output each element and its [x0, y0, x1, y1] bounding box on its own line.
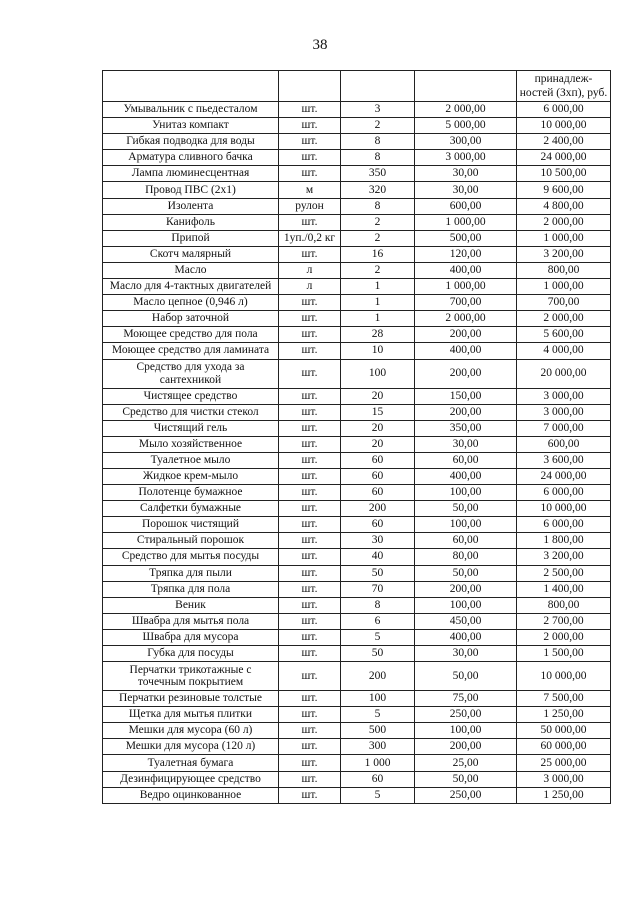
- row-price-cell: 120,00: [415, 246, 517, 262]
- row-total-cell: 600,00: [517, 436, 611, 452]
- row-price-cell: 350,00: [415, 420, 517, 436]
- row-unit-cell: шт.: [279, 468, 341, 484]
- row-unit-cell: л: [279, 262, 341, 278]
- table-row: [103, 646, 611, 662]
- row-price-cell: 450,00: [415, 613, 517, 629]
- row-price-cell: 50,00: [415, 662, 517, 691]
- row-qty-cell: 20: [341, 388, 415, 404]
- table-row: [103, 230, 611, 246]
- row-qty-cell: 5: [341, 629, 415, 645]
- row-unit-cell: л: [279, 279, 341, 295]
- row-unit-cell: шт.: [279, 565, 341, 581]
- table-row: [103, 359, 611, 388]
- row-price-cell: 50,00: [415, 771, 517, 787]
- row-total-cell: 2 000,00: [517, 311, 611, 327]
- table-row: [103, 501, 611, 517]
- row-name-cell: Губка для посуды: [103, 646, 279, 662]
- row-name-cell: Швабра для мытья пола: [103, 613, 279, 629]
- row-total-cell: 4 000,00: [517, 343, 611, 359]
- row-price-cell: 200,00: [415, 581, 517, 597]
- row-price-cell: 400,00: [415, 343, 517, 359]
- row-name-cell: Умывальник с пьедесталом: [103, 102, 279, 118]
- row-unit-cell: шт.: [279, 501, 341, 517]
- row-unit-cell: шт.: [279, 533, 341, 549]
- row-qty-cell: 8: [341, 198, 415, 214]
- table-row: [103, 581, 611, 597]
- row-unit-cell: шт.: [279, 646, 341, 662]
- row-price-cell: 3 000,00: [415, 150, 517, 166]
- row-total-cell: 3 200,00: [517, 246, 611, 262]
- header-cell-total: принадлеж-ностей (Зхп), руб.: [517, 71, 611, 102]
- table-row: [103, 262, 611, 278]
- row-name-cell: Тряпка для пола: [103, 581, 279, 597]
- row-unit-cell: шт.: [279, 517, 341, 533]
- row-price-cell: 30,00: [415, 646, 517, 662]
- row-qty-cell: 2: [341, 262, 415, 278]
- row-total-cell: 2 500,00: [517, 565, 611, 581]
- row-unit-cell: шт.: [279, 739, 341, 755]
- table-row: [103, 118, 611, 134]
- row-name-cell: Салфетки бумажные: [103, 501, 279, 517]
- row-qty-cell: 1 000: [341, 755, 415, 771]
- row-name-cell: Ведро оцинкованное: [103, 787, 279, 803]
- row-qty-cell: 8: [341, 150, 415, 166]
- row-unit-cell: шт.: [279, 485, 341, 501]
- row-qty-cell: 6: [341, 613, 415, 629]
- row-qty-cell: 60: [341, 517, 415, 533]
- row-total-cell: 3 000,00: [517, 404, 611, 420]
- header-cell-name: [103, 71, 279, 102]
- row-total-cell: 1 000,00: [517, 230, 611, 246]
- row-total-cell: 3 200,00: [517, 549, 611, 565]
- row-name-cell: Средство для мытья посуды: [103, 549, 279, 565]
- row-name-cell: Моющее средство для ламината: [103, 343, 279, 359]
- page-number: 38: [312, 37, 328, 53]
- row-name-cell: Провод ПВС (2х1): [103, 182, 279, 198]
- row-total-cell: 5 600,00: [517, 327, 611, 343]
- row-name-cell: Дезинфицирующее средство: [103, 771, 279, 787]
- table-row: [103, 150, 611, 166]
- row-price-cell: 150,00: [415, 388, 517, 404]
- row-unit-cell: шт.: [279, 388, 341, 404]
- row-qty-cell: 60: [341, 452, 415, 468]
- row-unit-cell: шт.: [279, 549, 341, 565]
- row-unit-cell: шт.: [279, 359, 341, 388]
- table-row: [103, 311, 611, 327]
- row-qty-cell: 320: [341, 182, 415, 198]
- table-row: [103, 214, 611, 230]
- row-unit-cell: 1уп./0,2 кг: [279, 230, 341, 246]
- row-qty-cell: 20: [341, 420, 415, 436]
- row-qty-cell: 16: [341, 246, 415, 262]
- row-qty-cell: 100: [341, 359, 415, 388]
- row-qty-cell: 10: [341, 343, 415, 359]
- row-unit-cell: шт.: [279, 771, 341, 787]
- row-name-cell: Припой: [103, 230, 279, 246]
- row-unit-cell: шт.: [279, 118, 341, 134]
- row-total-cell: 3 600,00: [517, 452, 611, 468]
- row-name-cell: Гибкая подводка для воды: [103, 134, 279, 150]
- row-price-cell: 400,00: [415, 262, 517, 278]
- table-row: [103, 691, 611, 707]
- row-price-cell: 100,00: [415, 597, 517, 613]
- row-qty-cell: 1: [341, 295, 415, 311]
- table-row: [103, 662, 611, 691]
- row-qty-cell: 50: [341, 565, 415, 581]
- row-price-cell: 100,00: [415, 517, 517, 533]
- row-unit-cell: шт.: [279, 691, 341, 707]
- row-qty-cell: 5: [341, 707, 415, 723]
- row-price-cell: 400,00: [415, 468, 517, 484]
- row-name-cell: Средство для ухода за сантехникой: [103, 359, 279, 388]
- row-name-cell: Моющее средство для пола: [103, 327, 279, 343]
- row-unit-cell: рулон: [279, 198, 341, 214]
- table-row: [103, 388, 611, 404]
- row-price-cell: 1 000,00: [415, 214, 517, 230]
- row-unit-cell: шт.: [279, 723, 341, 739]
- header-cell-unit: [279, 71, 341, 102]
- row-price-cell: 200,00: [415, 327, 517, 343]
- row-total-cell: 25 000,00: [517, 755, 611, 771]
- row-qty-cell: 60: [341, 468, 415, 484]
- table-row: [103, 420, 611, 436]
- row-total-cell: 9 600,00: [517, 182, 611, 198]
- row-name-cell: Масло для 4-тактных двигателей: [103, 279, 279, 295]
- row-unit-cell: шт.: [279, 134, 341, 150]
- row-price-cell: 30,00: [415, 436, 517, 452]
- row-price-cell: 200,00: [415, 404, 517, 420]
- row-price-cell: 30,00: [415, 166, 517, 182]
- price-table: [102, 70, 611, 804]
- row-price-cell: 75,00: [415, 691, 517, 707]
- row-unit-cell: шт.: [279, 613, 341, 629]
- row-price-cell: 700,00: [415, 295, 517, 311]
- row-total-cell: 10 000,00: [517, 118, 611, 134]
- table-row: [103, 246, 611, 262]
- row-name-cell: Чистящее средство: [103, 388, 279, 404]
- table-row: [103, 597, 611, 613]
- row-name-cell: Арматура сливного бачка: [103, 150, 279, 166]
- table-row: [103, 134, 611, 150]
- row-price-cell: 25,00: [415, 755, 517, 771]
- row-total-cell: 2 400,00: [517, 134, 611, 150]
- row-name-cell: Чистящий гель: [103, 420, 279, 436]
- row-name-cell: Мешки для мусора (120 л): [103, 739, 279, 755]
- row-name-cell: Средство для чистки стекол: [103, 404, 279, 420]
- table-row: [103, 102, 611, 118]
- row-qty-cell: 40: [341, 549, 415, 565]
- row-total-cell: 10 500,00: [517, 166, 611, 182]
- row-qty-cell: 60: [341, 771, 415, 787]
- row-price-cell: 100,00: [415, 723, 517, 739]
- row-total-cell: 10 000,00: [517, 501, 611, 517]
- row-total-cell: 3 000,00: [517, 771, 611, 787]
- table-row: [103, 629, 611, 645]
- row-total-cell: 1 250,00: [517, 787, 611, 803]
- row-unit-cell: шт.: [279, 581, 341, 597]
- row-qty-cell: 200: [341, 662, 415, 691]
- row-price-cell: 200,00: [415, 359, 517, 388]
- row-unit-cell: шт.: [279, 420, 341, 436]
- row-name-cell: Туалетная бумага: [103, 755, 279, 771]
- row-name-cell: Туалетное мыло: [103, 452, 279, 468]
- table-row: [103, 279, 611, 295]
- row-price-cell: 100,00: [415, 485, 517, 501]
- row-unit-cell: шт.: [279, 662, 341, 691]
- row-qty-cell: 15: [341, 404, 415, 420]
- row-unit-cell: шт.: [279, 707, 341, 723]
- table-row: [103, 517, 611, 533]
- row-price-cell: 1 000,00: [415, 279, 517, 295]
- row-price-cell: 600,00: [415, 198, 517, 214]
- row-price-cell: 250,00: [415, 787, 517, 803]
- row-total-cell: 1 000,00: [517, 279, 611, 295]
- row-name-cell: Канифоль: [103, 214, 279, 230]
- row-unit-cell: шт.: [279, 755, 341, 771]
- row-total-cell: 7 000,00: [517, 420, 611, 436]
- row-total-cell: 800,00: [517, 262, 611, 278]
- row-qty-cell: 300: [341, 739, 415, 755]
- row-qty-cell: 8: [341, 597, 415, 613]
- row-price-cell: 200,00: [415, 739, 517, 755]
- row-name-cell: Веник: [103, 597, 279, 613]
- table-row: [103, 485, 611, 501]
- row-qty-cell: 60: [341, 485, 415, 501]
- row-total-cell: 3 000,00: [517, 388, 611, 404]
- table-row: [103, 404, 611, 420]
- row-total-cell: 1 800,00: [517, 533, 611, 549]
- table-row: [103, 739, 611, 755]
- table-row: [103, 613, 611, 629]
- row-total-cell: 800,00: [517, 597, 611, 613]
- row-total-cell: 6 000,00: [517, 102, 611, 118]
- row-name-cell: Швабра для мусора: [103, 629, 279, 645]
- row-name-cell: Полотенце бумажное: [103, 485, 279, 501]
- table-row: [103, 707, 611, 723]
- row-total-cell: 1 400,00: [517, 581, 611, 597]
- row-total-cell: 2 000,00: [517, 214, 611, 230]
- row-qty-cell: 200: [341, 501, 415, 517]
- row-qty-cell: 3: [341, 102, 415, 118]
- row-name-cell: Масло цепное (0,946 л): [103, 295, 279, 311]
- row-unit-cell: шт.: [279, 311, 341, 327]
- table-row: [103, 166, 611, 182]
- row-total-cell: 6 000,00: [517, 485, 611, 501]
- row-price-cell: 60,00: [415, 452, 517, 468]
- row-unit-cell: шт.: [279, 214, 341, 230]
- table-row: [103, 468, 611, 484]
- table-row: [103, 771, 611, 787]
- row-qty-cell: 30: [341, 533, 415, 549]
- table-row: [103, 533, 611, 549]
- row-total-cell: 60 000,00: [517, 739, 611, 755]
- table-row: [103, 182, 611, 198]
- table-row: [103, 755, 611, 771]
- row-total-cell: 2 000,00: [517, 629, 611, 645]
- row-total-cell: 6 000,00: [517, 517, 611, 533]
- row-qty-cell: 100: [341, 691, 415, 707]
- row-total-cell: 1 500,00: [517, 646, 611, 662]
- row-qty-cell: 500: [341, 723, 415, 739]
- row-unit-cell: шт.: [279, 295, 341, 311]
- row-price-cell: 5 000,00: [415, 118, 517, 134]
- row-qty-cell: 2: [341, 118, 415, 134]
- row-unit-cell: шт.: [279, 102, 341, 118]
- row-total-cell: 2 700,00: [517, 613, 611, 629]
- row-price-cell: 500,00: [415, 230, 517, 246]
- row-total-cell: 1 250,00: [517, 707, 611, 723]
- row-name-cell: Порошок чистящий: [103, 517, 279, 533]
- row-unit-cell: шт.: [279, 166, 341, 182]
- row-unit-cell: шт.: [279, 629, 341, 645]
- row-qty-cell: 1: [341, 279, 415, 295]
- row-name-cell: Лампа люминесцентная: [103, 166, 279, 182]
- row-name-cell: Мыло хозяйственное: [103, 436, 279, 452]
- row-qty-cell: 5: [341, 787, 415, 803]
- row-qty-cell: 28: [341, 327, 415, 343]
- row-price-cell: 50,00: [415, 565, 517, 581]
- row-name-cell: Унитаз компакт: [103, 118, 279, 134]
- table-row: [103, 565, 611, 581]
- row-total-cell: 4 800,00: [517, 198, 611, 214]
- row-qty-cell: 2: [341, 214, 415, 230]
- table-row: [103, 723, 611, 739]
- row-qty-cell: 20: [341, 436, 415, 452]
- row-total-cell: 50 000,00: [517, 723, 611, 739]
- row-qty-cell: 50: [341, 646, 415, 662]
- row-total-cell: 24 000,00: [517, 150, 611, 166]
- table-header-row: [103, 71, 611, 102]
- row-name-cell: Перчатки трикотажные с точечным покрытием: [103, 662, 279, 691]
- row-total-cell: 24 000,00: [517, 468, 611, 484]
- row-name-cell: Стиральный порошок: [103, 533, 279, 549]
- row-unit-cell: шт.: [279, 150, 341, 166]
- row-unit-cell: шт.: [279, 597, 341, 613]
- row-price-cell: 30,00: [415, 182, 517, 198]
- header-cell-qty: [341, 71, 415, 102]
- row-price-cell: 400,00: [415, 629, 517, 645]
- row-name-cell: Жидкое крем-мыло: [103, 468, 279, 484]
- table-row: [103, 343, 611, 359]
- table-row: [103, 295, 611, 311]
- row-name-cell: Мешки для мусора (60 л): [103, 723, 279, 739]
- row-qty-cell: 2: [341, 230, 415, 246]
- row-unit-cell: шт.: [279, 327, 341, 343]
- table-row: [103, 436, 611, 452]
- row-total-cell: 20 000,00: [517, 359, 611, 388]
- row-price-cell: 60,00: [415, 533, 517, 549]
- row-unit-cell: шт.: [279, 436, 341, 452]
- table-row: [103, 452, 611, 468]
- table-row: [103, 549, 611, 565]
- row-unit-cell: шт.: [279, 787, 341, 803]
- row-qty-cell: 8: [341, 134, 415, 150]
- row-name-cell: Изолента: [103, 198, 279, 214]
- row-name-cell: Тряпка для пыли: [103, 565, 279, 581]
- row-name-cell: Масло: [103, 262, 279, 278]
- row-name-cell: Перчатки резиновые толстые: [103, 691, 279, 707]
- row-qty-cell: 70: [341, 581, 415, 597]
- row-unit-cell: шт.: [279, 343, 341, 359]
- row-name-cell: Набор заточной: [103, 311, 279, 327]
- table-row: [103, 198, 611, 214]
- row-unit-cell: м: [279, 182, 341, 198]
- row-price-cell: 50,00: [415, 501, 517, 517]
- table-row: [103, 787, 611, 803]
- row-qty-cell: 1: [341, 311, 415, 327]
- row-unit-cell: шт.: [279, 452, 341, 468]
- row-total-cell: 700,00: [517, 295, 611, 311]
- row-total-cell: 10 000,00: [517, 662, 611, 691]
- header-cell-price: [415, 71, 517, 102]
- row-price-cell: 2 000,00: [415, 102, 517, 118]
- row-unit-cell: шт.: [279, 246, 341, 262]
- row-qty-cell: 350: [341, 166, 415, 182]
- row-price-cell: 80,00: [415, 549, 517, 565]
- row-price-cell: 300,00: [415, 134, 517, 150]
- row-name-cell: Скотч малярный: [103, 246, 279, 262]
- row-unit-cell: шт.: [279, 404, 341, 420]
- row-name-cell: Щетка для мытья плитки: [103, 707, 279, 723]
- row-total-cell: 7 500,00: [517, 691, 611, 707]
- row-price-cell: 250,00: [415, 707, 517, 723]
- table-row: [103, 327, 611, 343]
- row-price-cell: 2 000,00: [415, 311, 517, 327]
